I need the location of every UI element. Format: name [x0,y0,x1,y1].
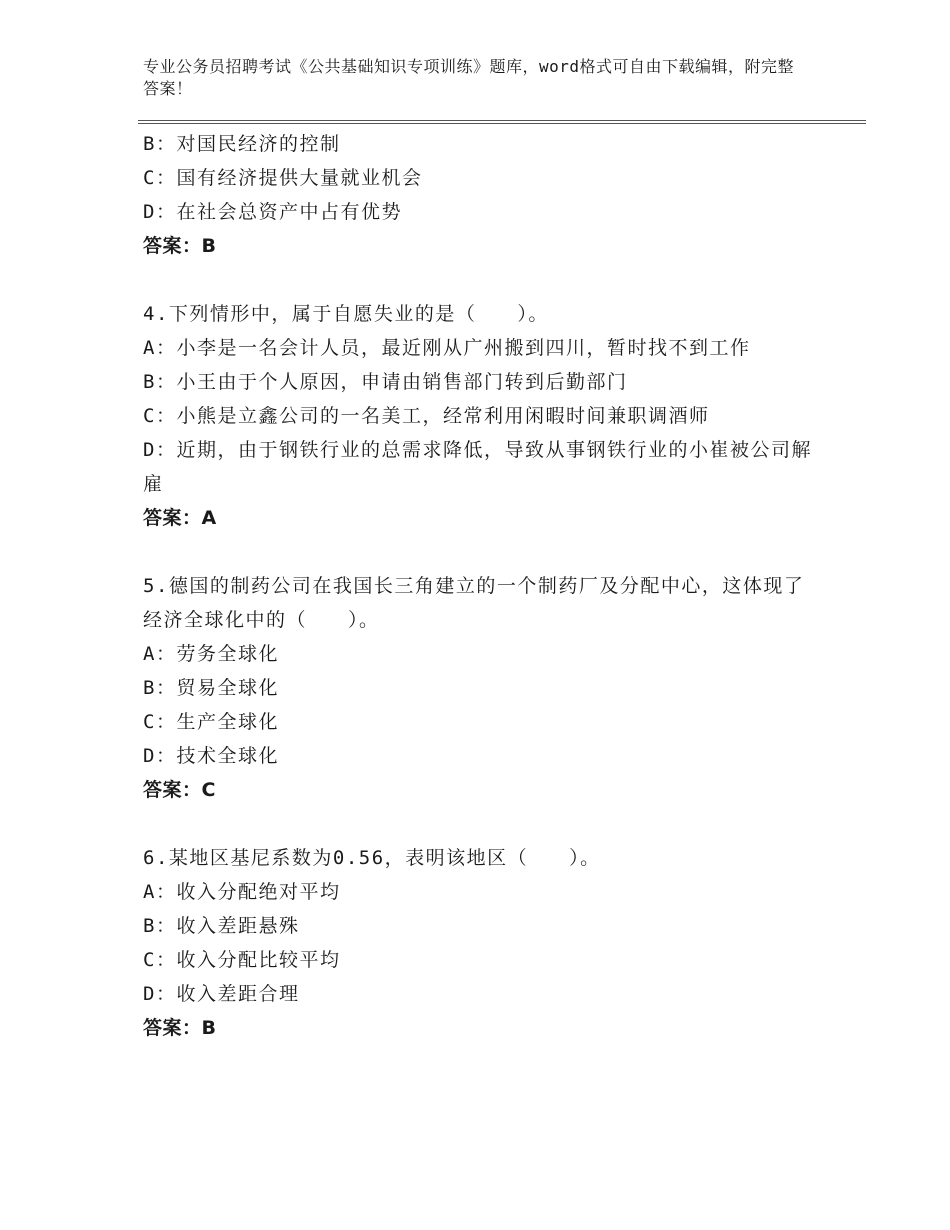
question-stem: 5.德国的制药公司在我国长三角建立的一个制药厂及分配中心，这体现了经济全球化中的（ ）。 [143,575,805,631]
option-b: B：贸易全球化 [143,677,279,699]
option-a: A：劳务全球化 [143,643,279,665]
spacer [143,535,823,569]
answer-label: 答案：C [143,779,216,801]
question-5 [143,569,823,807]
option-d: D：近期，由于钢铁行业的总需求降低，导致从事钢铁行业的小崔被公司解雇 [143,439,812,495]
answer-label: 答案：B [143,235,217,257]
spacer [143,263,823,297]
page-header: 专业公务员招聘考试《公共基础知识专项训练》题库，word格式可自由下载编辑，附完整答案！ [143,57,795,98]
option-c: C：生产全球化 [143,711,279,733]
option-c: C：收入分配比较平均 [143,949,341,971]
option-b: B：对国民经济的控制 [143,133,341,155]
answer-label: 答案：A [143,507,217,529]
option-d: D：在社会总资产中占有优势 [143,201,402,223]
question-stem: 6.某地区基尼系数为0.56，表明该地区（ ）。 [143,847,601,869]
option-a: A：小李是一名会计人员，最近刚从广州搬到四川，暂时找不到工作 [143,337,751,359]
question-stem: 4.下列情形中，属于自愿失业的是（ ）。 [143,303,549,325]
header-divider [138,120,866,124]
question-6 [143,841,823,1045]
option-b: B：小王由于个人原因，申请由销售部门转到后勤部门 [143,371,628,393]
option-d: D：收入差距合理 [143,983,300,1005]
question-4 [143,297,823,535]
answer-label: 答案：B [143,1017,217,1039]
previous-question-tail [143,127,823,263]
option-a: A：收入分配绝对平均 [143,881,341,903]
spacer [143,807,823,841]
option-c: C：国有经济提供大量就业机会 [143,167,423,189]
question-content [143,127,823,1045]
option-c: C：小熊是立鑫公司的一名美工，经常利用闲暇时间兼职调酒师 [143,405,710,427]
option-b: B：收入差距悬殊 [143,915,300,937]
option-d: D：技术全球化 [143,745,279,767]
